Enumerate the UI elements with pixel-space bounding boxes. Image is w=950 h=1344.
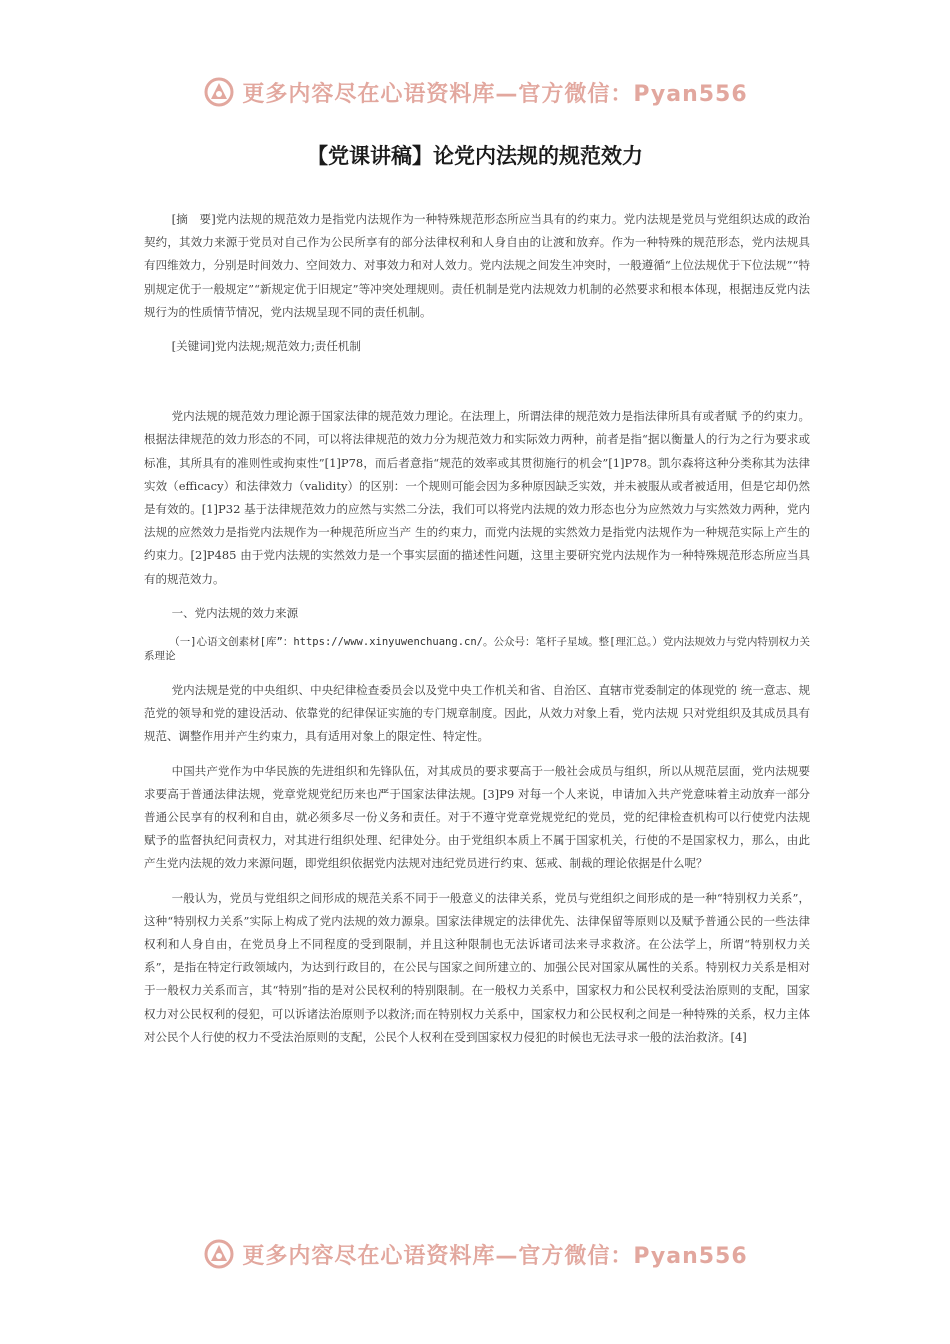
abstract-paragraph: [摘 要]党内法规的规范效力是指党内法规作为一种特殊规范形态所应当具有的约束力。党内法规是党员与党组织达成的政治契约，其效力来源于党员对自己作为公民所享有的部分法律权利和人身自由的让渡和放弃。作为一种特殊的规范形态，党内法规具有四维效力，分别是时间效力、空间效力、对事效力和对人效力。党内法规之间发生冲突时，一般遵循“上位法规优于下位法规”“特别规定优于一般规定”“新规定优于旧规定”等冲突处理规则。责任机制是党内法规效力机制的必然要求和根本体现，根据违反党内法规行为的性质情节情况，党内法规呈现不同的责任机制。: [144, 212, 810, 319]
section-spacer: [144, 369, 810, 405]
banner-text: 更多内容尽在心语资料库—官方微信：Pyan556: [242, 81, 748, 107]
body-paragraph: 中国共产党作为中华民族的先进组织和先锋队伍，对其成员的要求要高于一般社会成员与组织，所以从规范层面，党内法规要求要高于普通法律法规，党章党规党纪历来也严于国家法律法规。[3]P9 对每一个人来说，申请加入共产党意味着主动放弃一部分普通公民享有的权利和自由，就必须多尽一份义务和责任。对于不遵守党章党规党纪的党员，党的纪律检查机构可以行使党内法规赋予的监督执纪问责权力，对其进行组织处理、纪律处分。由于党组织本质上不属于国家机关，行使的不是国家权力，那么，由此产生党内法规的效力来源问题，即党组织依据党内法规对违纪党员进行约束、惩戒、制裁的理论依据是什么呢？: [144, 763, 810, 871]
section-heading: 一、党内法规的效力来源: [171, 605, 299, 620]
brand-logo-icon: [202, 1237, 236, 1271]
document-body: [144, 208, 810, 1060]
header-watermark-banner: [0, 70, 950, 114]
body-paragraph: 一般认为，党员与党组织之间形成的规范关系不同于一般意义的法律关系，党员与党组织之间形成的是一种“特别权力关系”，这种“特别权力关系”实际上构成了党内法规的效力源泉。国家法律规定的法律优先、法律保留等原则以及赋予普通公民的一些法律权利和人身自由，在党员身上不同程度的受到限制，并且这种限制也无法诉诸司法来寻求救济。在公法学上，所谓“特别权力关系”，是指在特定行政领域内，为达到行政目的，在公民与国家之间所建立的、加强公民对国家从属性的关系。特别权力关系是相对于一般权力关系而言，其“特别”指的是对公民权利的特别限制。在一般权力关系中，国家权力和公民权利受法治原则的支配，国家权力对公民权利的侵犯，可以诉诸法治原则予以救济;而在特别权力关系中，国家权力和公民权利之间是一种特殊的关系，权力主体对公民个人行使的权力不受法治原则的支配，公民个人权利在受到国家权力侵犯的时候也无法寻求一般的法治救济。[4]: [144, 890, 810, 1044]
keywords-paragraph: [关键词]党内法规;规范效力;责任机制: [171, 339, 361, 354]
document-title: 【党课讲稿】论党内法规的规范效力: [307, 144, 643, 168]
subsection-heading: （一]心语文创素材[库”：https://www.xinyuwenchuang.cn/。公众号：笔杆子星域。整[理汇总。）党内法规效力与党内特别权力关系理论: [144, 636, 810, 663]
banner-text: 更多内容尽在心语资料库—官方微信：Pyan556: [242, 1243, 748, 1269]
footer-watermark-banner: [0, 1232, 950, 1276]
body-paragraph: 党内法规是党的中央组织、中央纪律检查委员会以及党中央工作机关和省、自治区、直辖市党委制定的体现党的 统一意志、规范党的领导和党的建设活动、依靠党的纪律保证实施的专门规章制度。因此，从效力对象上看，党内法规 只对党组织及其成员具有规范、调整作用并产生约束力，具有适用对象上的限定性、特定性。: [144, 683, 810, 744]
brand-logo-icon: [202, 75, 236, 109]
body-paragraph: 党内法规的规范效力理论源于国家法律的规范效力理论。在法理上，所谓法律的规范效力是指法律所具有或者赋 予的约束力。根据法律规范的效力形态的不同，可以将法律规范的效力分为规范效力和实际效力两种，前者是指“据以衡量人的行为之行为要求或标准，其所具有的准则性或拘束性”[1]P78，而后者意指“规范的效率或其贯彻施行的机会”[1]P78。凯尔森将这种分类称其为法律实效（efficacy）和法律效力（validity）的区别：一个规则可能会因为多种原因缺乏实效，并未被服从或者被适用，但是它却仍然是有效的。[1]P32 基于法律规范效力的应然与实然二分法，我们可以将党内法规的效力形态也分为应然效力与实然效力两种，党内法规的应然效力是指党内法规作为一种规范所应当产 生的约束力，而党内法规的实然效力是指党内法规作为一种规范实际上产生的约束力。[2]P485 由于党内法规的实然效力是一个事实层面的描述性问题，这里主要研究党内法规作为一种特殊规范形态所应当具有的规范效力。: [144, 409, 810, 586]
